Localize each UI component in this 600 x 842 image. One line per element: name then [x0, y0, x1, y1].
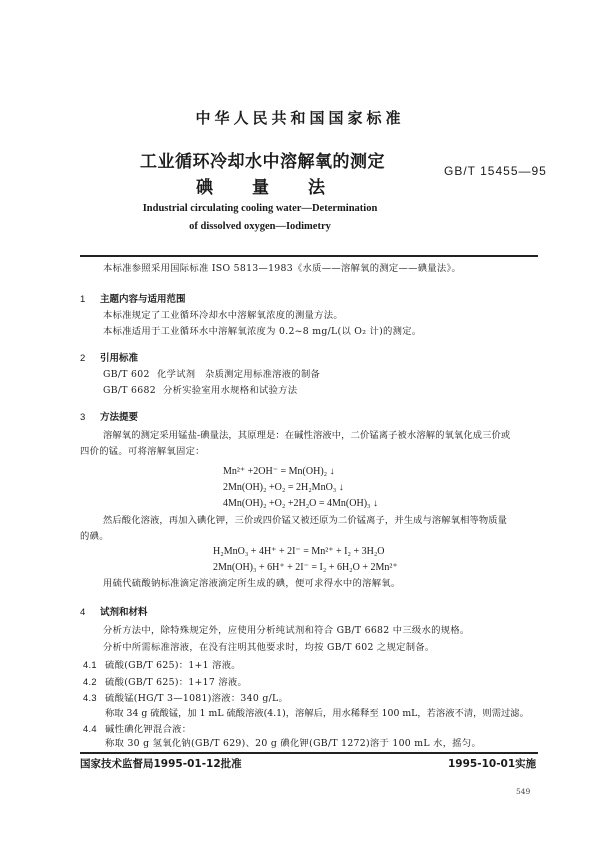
reference-name: 化学试剂 杂质测定用标准溶液的制备 [157, 369, 321, 380]
subsection-item [83, 676, 247, 689]
section-title: 主题内容与适用范围 [100, 294, 186, 305]
subsection-detail: 称取 34 g 硫酸锰，加 1 mL 硫酸溶液(4.1)，溶解后，用水稀释至 100 mL，若溶液不清，则需过滤。 [105, 708, 529, 719]
section-heading [80, 409, 138, 423]
section-heading [80, 291, 186, 305]
paragraph: 溶解氧的测定采用锰盐-碘量法，其原理是：在碱性溶液中，二价锰离子被水溶解的氧氧化成三价或 [103, 430, 511, 441]
section-heading [80, 350, 138, 364]
subsection-text: 硫酸锰(HG/T 3—1081)溶液：340 g/L。 [105, 693, 289, 704]
paragraph: 四价的锰。可将溶解氧固定： [80, 446, 205, 457]
standard-number: GB/T 15455—95 [444, 164, 547, 178]
section-title: 方法提要 [100, 412, 139, 423]
paragraph: 分析中所需标准溶液，在没有注明其他要求时，均按 GB/T 602 之规定制备。 [103, 642, 435, 653]
subsection-text: 碱性碘化钾混合液： [105, 724, 192, 735]
subsection-item [83, 723, 191, 736]
paragraph: 本标准适用于工业循环水中溶解氧浓度为 0.2~8 mg/L(以 O₂ 计)的测定。 [103, 326, 422, 337]
equation: 4Mn(OH)₂ +O₂ +2H₂O = 4Mn(OH)₃ ↓ [223, 498, 379, 509]
subsection-number: 4.1 [83, 660, 97, 670]
section-number: 4 [80, 607, 86, 618]
paragraph: 本标准规定了工业循环冷却水中溶解氧浓度的测量方法。 [103, 310, 343, 321]
paragraph: 的碘。 [80, 531, 109, 542]
equation: 2Mn(OH)₃ + 6H⁺ + 2I⁻ = I₂ + 6H₂O + 2Mn²⁺ [213, 562, 398, 573]
section-title: 引用标准 [100, 353, 139, 364]
subsection-text: 硫酸(GB/T 625)：1+17 溶液。 [105, 677, 248, 688]
intro-paragraph: 本标准参照采用国际标准 ISO 5813—1983《水质——溶解氧的测定——碘量法》。 [103, 263, 462, 274]
reference-code: GB/T 602 [103, 369, 150, 380]
subtitle-char: 法 [308, 178, 325, 198]
national-standard-heading: 中华人民共和国国家标准 [195, 109, 405, 127]
equation: 2Mn(OH)₂ +O₂ = 2H₂MnO₃ ↓ [223, 482, 344, 493]
document-title-cn: 工业循环冷却水中溶解氧的测定 [140, 152, 385, 172]
document-subtitle-cn [196, 173, 364, 198]
subsection-number: 4.3 [83, 693, 97, 703]
equation: H₂MnO₃ + 4H⁺ + 2I⁻ = Mn²⁺ + I₂ + 3H₂O [213, 546, 385, 557]
subsection-item [83, 659, 241, 672]
subsection-item [83, 692, 288, 705]
reference-code: GB/T 6682 [103, 385, 156, 396]
bottom-divider [80, 752, 538, 754]
document-title-en-line2: of dissolved oxygen—Iodimetry [189, 221, 331, 232]
subsection-number: 4.2 [83, 677, 97, 687]
section-number: 3 [80, 412, 86, 423]
page-number: 549 [516, 787, 531, 796]
section-title: 试剂和材料 [100, 607, 148, 618]
subtitle-char: 碘 [196, 178, 213, 198]
effective-date: 1995-10-01实施 [448, 758, 537, 770]
approval-date: 国家技术监督局1995-01-12批准 [80, 758, 242, 770]
subtitle-char: 量 [252, 178, 269, 198]
document-title-en-line1: Industrial circulating cooling water—Determination [142, 203, 378, 214]
subsection-text: 硫酸(GB/T 625)：1+1 溶液。 [105, 660, 241, 671]
top-divider [80, 255, 538, 257]
section-number: 1 [80, 294, 86, 305]
paragraph: 然后酸化溶液，再加入碘化钾，三价或四价锰又被还原为二价锰离子，并生成与溶解氧相等物质量 [103, 515, 508, 526]
reference-name: 分析实验室用水规格和试验方法 [163, 385, 298, 396]
equation: Mn²⁺ +2OH⁻ = Mn(OH)₂ ↓ [223, 466, 335, 477]
section-number: 2 [80, 353, 86, 364]
reference-item [103, 385, 297, 397]
paragraph: 用硫代硫酸钠标准滴定溶液滴定所生成的碘，便可求得水中的溶解氧。 [103, 578, 401, 589]
paragraph: 分析方法中，除特殊规定外，应使用分析纯试剂和符合 GB/T 6682 中三级水的规格。 [103, 625, 470, 636]
subsection-number: 4.4 [83, 724, 97, 734]
section-heading [80, 604, 148, 618]
reference-item [103, 369, 320, 381]
subsection-detail: 称取 30 g 氢氧化钠(GB/T 629)、20 g 碘化钾(GB/T 1272)溶于 100 mL 水，摇匀。 [105, 738, 482, 749]
